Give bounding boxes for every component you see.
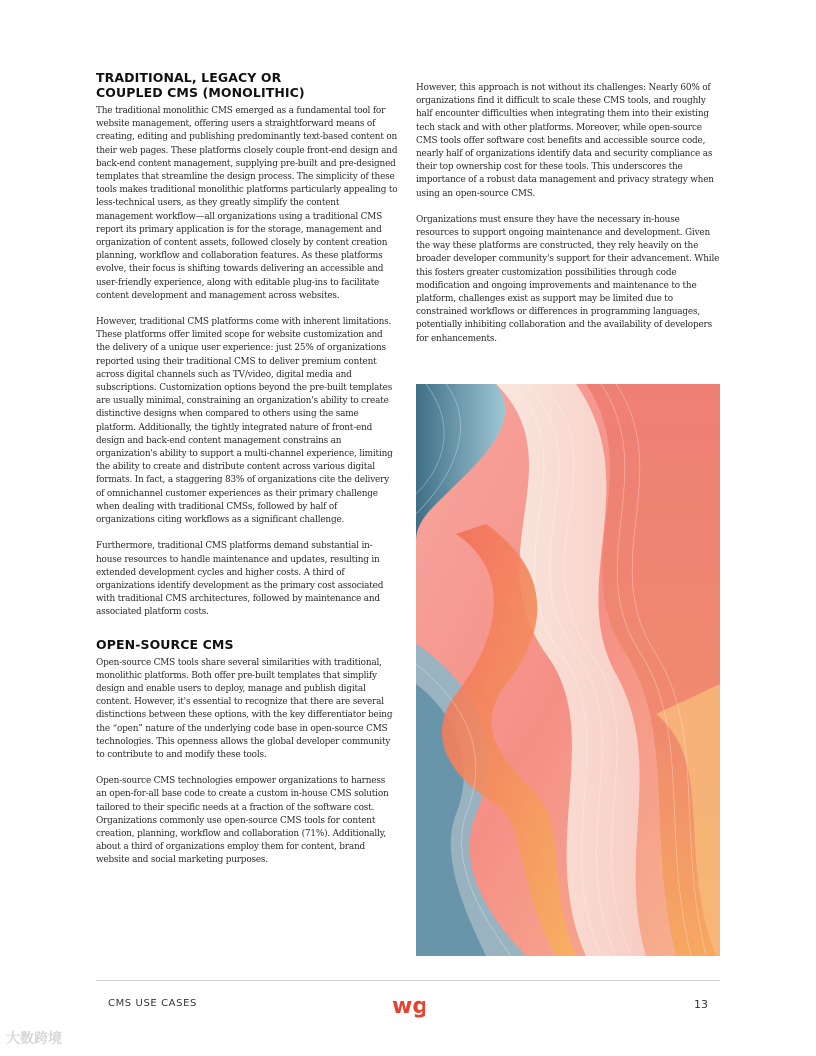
paragraph: Organizations must ensure they have the necessary in-house resources to support ongoing maintenance and development. Given the way these platforms are constructed, they rely heavily on the broader developer community's support for their advancement. While this fosters greater customization possibilities through code modification and ongoing improvements and maintenance to the platform, challenges exist as support may be limited due to constrained workflows or differences in programming languages, potentially inhibiting collaboration and the availability of developers for enhancements. [416, 214, 720, 344]
section-title-open-source-cms: OPEN-SOURCE CMS [96, 636, 234, 652]
watermark: 大数跨境 [6, 1031, 62, 1047]
section-title-traditional-cms [96, 70, 398, 100]
paragraph: However, this approach is not without its challenges: Nearly 60% of organizations find it difficult to scale these CMS tools, and roughly half encounter difficulties when integrating them into their existing tech stack and with other platforms. Moreover, while open-source CMS tools offer software cost benefits and accessible source code, nearly half of organizations identify data and security compliance as their top ownership cost for these tools. This underscores the importance of a robust data management and privacy strategy when using an open-source CMS. [416, 83, 714, 199]
page-number: 13 [694, 998, 708, 1011]
footer-section-label: CMS USE CASES [108, 998, 197, 1009]
wg-logo-icon [391, 993, 425, 1023]
left-column [96, 70, 398, 881]
footer-divider [96, 980, 720, 981]
logo-text: wg [392, 994, 425, 1019]
paragraph: Open-source CMS tools share several similarities with traditional, monolithic platforms. Both offer pre-built templates that simplify design and enable users to deploy, manage and publish digital content. However, it's essential to recognize that there are several distinctions between these options, with the key differentiator being the “open” nature of the underlying code base in open-source CMS technologies. This openness allows the global developer community to contribute to and modify these tools. [96, 657, 393, 760]
title-line-1: TRADITIONAL, LEGACY OR [96, 70, 282, 85]
abstract-wave-artwork [416, 384, 720, 956]
right-column [416, 82, 720, 359]
paragraph: However, traditional CMS platforms come with inherent limitations. These platforms offer limited scope for website customization and the delivery of a unique user experience: just 25% of organizations reported using their traditional CMS to deliver premium content across digital channels such as TV/video, digital media and subscriptions. Customization options beyond the pre-built templates are usually minimal, constraining an organization's ability to create distinctive designs when compared to others using the same platform. Additionally, the tightly integrated nature of front-end design and back-end content management constrains an organization's ability to support a multi-channel experience, limiting the ability to create and distribute content across various digital formats. In fact, a staggering 83% of organizations cite the delivery of omnichannel customer experiences as their primary challenge when dealing with traditional CMSs, followed by half of organizations citing workflows as a significant challenge. [96, 317, 393, 526]
paragraph: The traditional monolithic CMS emerged as a fundamental tool for website management, offering users a straightforward means of creating, editing and publishing predominantly text-based content on their web pages. These platforms closely couple front-end design and back-end content management, supplying pre-built and pre-designed templates that streamline the design process. The simplicity of these tools makes traditional monolithic platforms particularly appealing to less-technical users, as they greatly simplify the content management workflow—all organizations using a traditional CMS report its primary application is for the storage, management and organization of content assets, followed closely by content creation planning, workflow and collaboration features. As these platforms evolve, their focus is shifting towards delivering an accessible and user-friendly experience, along with editable plug-ins to facilitate content development and management across websites. [96, 106, 398, 301]
paragraph: Furthermore, traditional CMS platforms demand substantial in-house resources to handle maintenance and updates, resulting in extended development cycles and higher costs. A third of organizations identify development as the primary cost associated with traditional CMS architectures, followed by maintenance and associated platform costs. [96, 541, 384, 618]
paragraph: Open-source CMS technologies empower organizations to harness an open-for-all base code to create a custom in-house CMS solution tailored to their specific needs at a fraction of the software cost. Organizations commonly use open-source CMS tools for content creation, planning, workflow and collaboration (71%). Additionally, about a third of organizations employ them for content, brand website and social marketing purposes. [96, 776, 389, 866]
title-line-2: COUPLED CMS (MONOLITHIC) [96, 85, 305, 100]
